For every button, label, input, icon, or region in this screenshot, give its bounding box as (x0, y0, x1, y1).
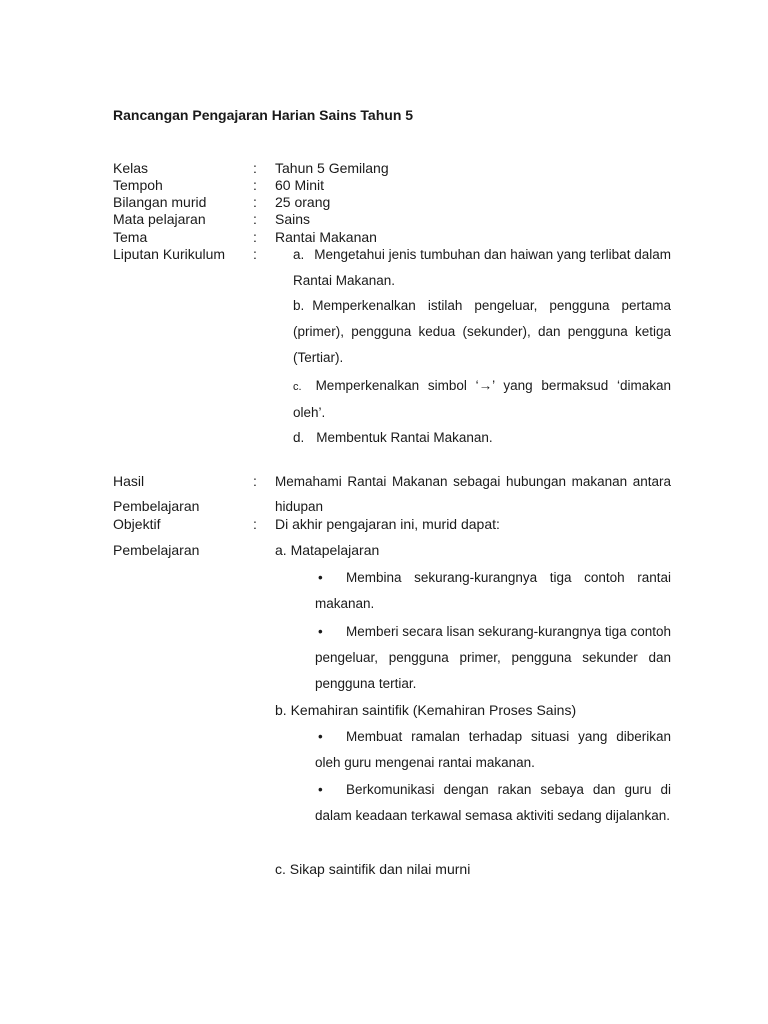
objektif-label: Objektif (113, 516, 161, 532)
bullet-icon: • (318, 624, 323, 639)
hasil-label: Pembelajaran (113, 498, 200, 514)
objektif-label: Pembelajaran (113, 542, 200, 558)
detail-value: Tahun 5 Gemilang (275, 160, 389, 176)
liputan-text: Mengetahui jenis tumbuhan dan haiwan yang terlibat dalam Rantai Makanan. (293, 247, 671, 288)
detail-label: Bilangan murid (113, 194, 207, 210)
detail-colon: : (253, 194, 257, 210)
detail-colon: : (253, 211, 257, 227)
arrow-right-icon: → (478, 378, 493, 393)
detail-label: Tema (113, 229, 148, 245)
bullet-icon: • (318, 729, 323, 744)
detail-value: 25 orang (275, 194, 331, 210)
hasil-colon: : (253, 473, 257, 489)
objektif-bullet (315, 777, 671, 829)
bullet-text: Membuat ramalan terhadap situasi yang diberikan oleh guru mengenai rantai makanan. (315, 729, 671, 770)
bullet-text: Berkomunikasi dengan rakan sebaya dan guru di dalam keadaan terkawal semasa aktiviti sedang dijalankan. (315, 782, 671, 823)
objektif-section-heading: a. Matapelajaran (275, 542, 380, 558)
liputan-text: Membentuk Rantai Makanan. (316, 430, 493, 445)
liputan-marker: d. (293, 430, 305, 445)
liputan-item-c (293, 373, 671, 426)
detail-value: 60 Minit (275, 177, 325, 193)
liputan-marker: c. (293, 381, 302, 393)
detail-colon: : (253, 229, 257, 245)
detail-label: Kelas (113, 160, 149, 176)
objektif-section-heading: b. Kemahiran saintifik (Kemahiran Proses Sains) (275, 702, 577, 718)
detail-value: Sains (275, 211, 311, 227)
bullet-text: Memberi secara lisan sekurang-kurangnya tiga contoh pengeluar, pengguna primer, pengguna sekunder dan pengguna tertiar. (315, 624, 671, 691)
objektif-bullet (315, 565, 671, 617)
objektif-bullet (315, 724, 671, 776)
liputan-text: ’ yang bermaksud ‘dimakan oleh’. (293, 378, 671, 420)
detail-colon: : (253, 160, 257, 176)
detail-colon: : (253, 177, 257, 193)
liputan-item-a (293, 242, 671, 294)
liputan-text: Memperkenalkan istilah pengeluar, pengguna pertama (primer), pengguna kedua (sekunder), dan pengguna ketiga (Tertiar). (293, 298, 671, 365)
liputan-item-b (293, 293, 671, 371)
detail-value: Rantai Makanan (275, 229, 377, 245)
objektif-colon: : (253, 516, 257, 532)
bullet-text: Membina sekurang-kurangnya tiga contoh rantai makanan. (315, 570, 671, 611)
detail-label: Tempoh (113, 177, 163, 193)
document-title: Rancangan Pengajaran Harian Sains Tahun 5 (113, 107, 414, 123)
bullet-icon: • (318, 782, 323, 797)
hasil-text: Memahami Rantai Makanan sebagai hubungan makanan antara hidupan (275, 474, 671, 514)
objektif-section-heading: c. Sikap saintifik dan nilai murni (275, 861, 471, 877)
liputan-item-d (293, 425, 671, 451)
detail-colon: : (253, 246, 257, 262)
bullet-icon: • (318, 570, 323, 585)
liputan-marker: b. (293, 298, 305, 313)
objektif-intro: Di akhir pengajaran ini, murid dapat: (275, 516, 500, 532)
objektif-bullet (315, 619, 671, 697)
liputan-marker: a. (293, 247, 305, 262)
hasil-label: Hasil (113, 473, 145, 489)
liputan-text: Memperkenalkan simbol ‘ (315, 378, 479, 393)
detail-label: Liputan Kurikulum (113, 246, 226, 262)
detail-label: Mata pelajaran (113, 211, 206, 227)
